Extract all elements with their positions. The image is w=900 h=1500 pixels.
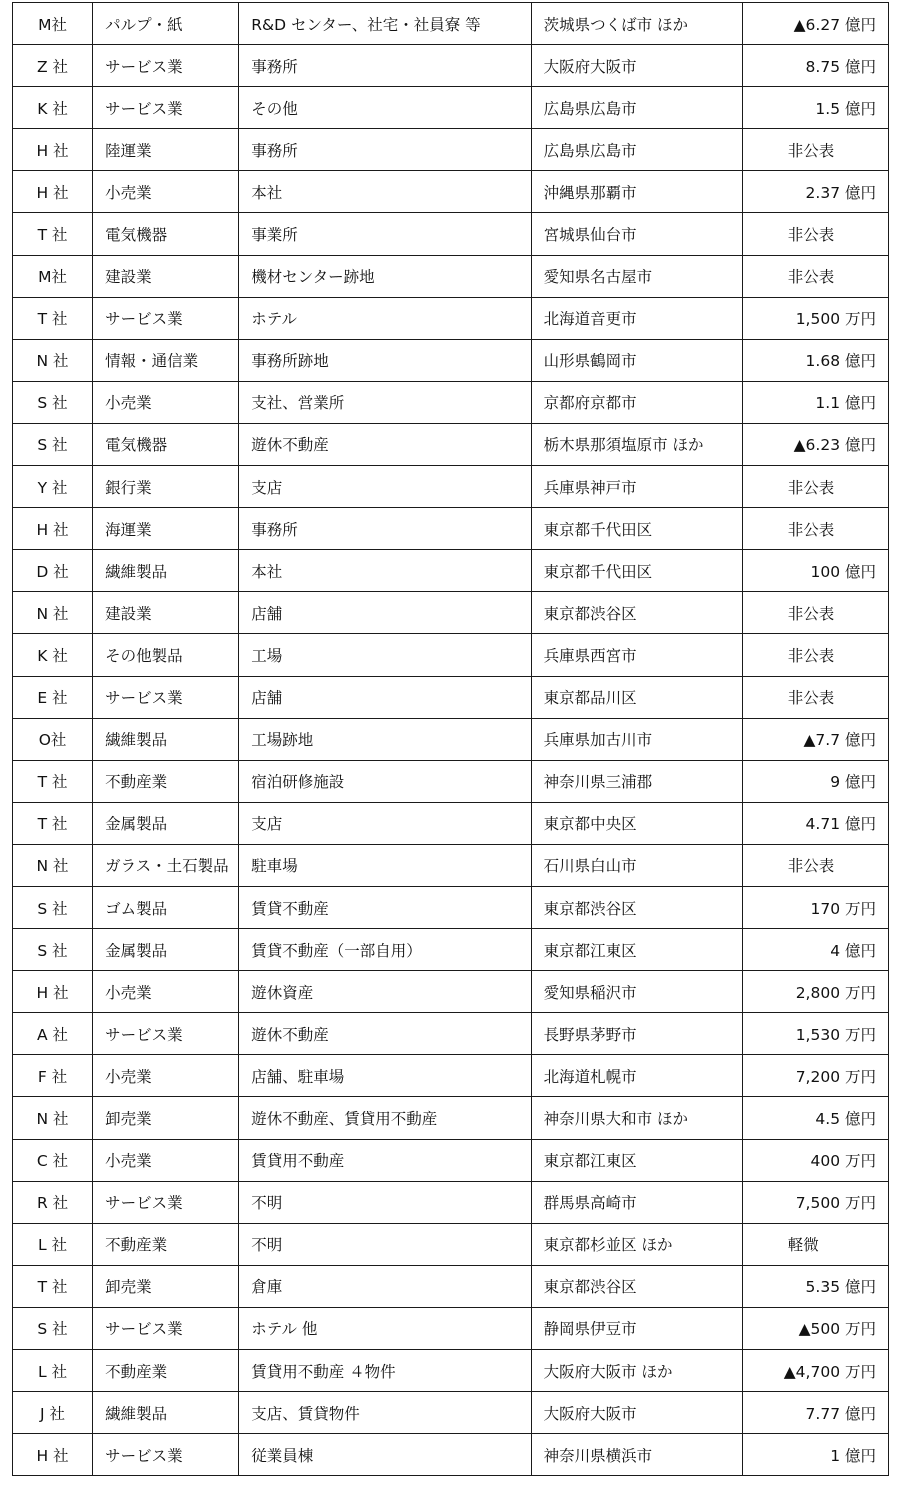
property-type-cell: 事務所 [239,129,531,171]
property-type-cell: その他 [239,87,531,129]
property-type-cell: ホテル 他 [239,1307,531,1349]
property-type-cell: 支店 [239,466,531,508]
property-type-cell: 賃貸用不動産 ４物件 [239,1350,531,1392]
company-cell: T 社 [13,760,93,802]
property-type-cell: 遊休不動産 [239,423,531,465]
company-cell: N 社 [13,1097,93,1139]
table-row [13,1392,889,1434]
property-type-cell: 遊休資産 [239,971,531,1013]
table-row [13,213,889,255]
industry-cell: 金属製品 [93,929,239,971]
company-cell: C 社 [13,1139,93,1181]
sale-gain-loss-cell: 4.71 億円 [742,802,888,844]
property-type-cell: 支社、営業所 [239,381,531,423]
property-type-cell: 遊休不動産 [239,1013,531,1055]
table-row [13,634,889,676]
sale-gain-loss-cell: 1,500 万円 [742,297,888,339]
sale-gain-loss-cell: 軽微 [742,1223,888,1265]
company-cell: F 社 [13,1055,93,1097]
property-type-cell: R&D センター、社宅・社員寮 等 [239,3,531,45]
table-row [13,1307,889,1349]
table-row [13,466,889,508]
table-row [13,87,889,129]
location-cell: 東京都渋谷区 [531,886,742,928]
company-cell: T 社 [13,1265,93,1307]
property-type-cell: 不明 [239,1181,531,1223]
table-row [13,1055,889,1097]
location-cell: 東京都千代田区 [531,508,742,550]
location-cell: 大阪府大阪市 ほか [531,1350,742,1392]
industry-cell: 建設業 [93,592,239,634]
property-type-cell: 店舗 [239,592,531,634]
location-cell: 京都府京都市 [531,381,742,423]
industry-cell: 陸運業 [93,129,239,171]
company-cell: O社 [13,718,93,760]
company-cell: N 社 [13,844,93,886]
industry-cell: サービス業 [93,297,239,339]
property-type-cell: 賃貸不動産 [239,886,531,928]
industry-cell: サービス業 [93,1434,239,1476]
industry-cell: 小売業 [93,1055,239,1097]
table-row [13,592,889,634]
company-cell: M社 [13,3,93,45]
location-cell: 宮城県仙台市 [531,213,742,255]
property-type-cell: 工場 [239,634,531,676]
property-type-cell: 事業所 [239,213,531,255]
sale-gain-loss-cell: ▲4,700 万円 [742,1350,888,1392]
sale-gain-loss-cell: 7,500 万円 [742,1181,888,1223]
sale-gain-loss-cell: 1.5 億円 [742,87,888,129]
table-row [13,3,889,45]
sale-gain-loss-cell: 170 万円 [742,886,888,928]
location-cell: 大阪府大阪市 [531,1392,742,1434]
industry-cell: 小売業 [93,1139,239,1181]
property-type-cell: 本社 [239,171,531,213]
table-row [13,1139,889,1181]
company-cell: T 社 [13,297,93,339]
industry-cell: 海運業 [93,508,239,550]
location-cell: 神奈川県三浦郡 [531,760,742,802]
property-type-cell: ホテル [239,297,531,339]
sale-gain-loss-cell: 2.37 億円 [742,171,888,213]
table-row [13,844,889,886]
company-cell: S 社 [13,886,93,928]
location-cell: 長野県茅野市 [531,1013,742,1055]
sale-gain-loss-cell: 1.68 億円 [742,339,888,381]
location-cell: 北海道札幌市 [531,1055,742,1097]
industry-cell: 電気機器 [93,213,239,255]
property-type-cell: 支店 [239,802,531,844]
property-type-cell: 支店、賃貸物件 [239,1392,531,1434]
company-cell: S 社 [13,381,93,423]
sale-gain-loss-cell: 非公表 [742,508,888,550]
sale-gain-loss-cell: 400 万円 [742,1139,888,1181]
industry-cell: サービス業 [93,1181,239,1223]
company-cell: H 社 [13,1434,93,1476]
property-type-cell: 機材センター跡地 [239,255,531,297]
location-cell: 東京都品川区 [531,676,742,718]
property-type-cell: 倉庫 [239,1265,531,1307]
table-row [13,255,889,297]
company-cell: S 社 [13,929,93,971]
company-cell: S 社 [13,423,93,465]
industry-cell: 繊維製品 [93,1392,239,1434]
table-row [13,929,889,971]
company-cell: Y 社 [13,466,93,508]
location-cell: 愛知県稲沢市 [531,971,742,1013]
company-cell: K 社 [13,87,93,129]
property-type-cell: 事務所 [239,508,531,550]
location-cell: 東京都杉並区 ほか [531,1223,742,1265]
company-cell: H 社 [13,971,93,1013]
table-row [13,1265,889,1307]
table-row [13,802,889,844]
property-type-cell: 不明 [239,1223,531,1265]
property-type-cell: 事務所跡地 [239,339,531,381]
table-row [13,297,889,339]
industry-cell: 情報・通信業 [93,339,239,381]
sale-gain-loss-cell: 8.75 億円 [742,45,888,87]
table-row [13,971,889,1013]
table-row [13,381,889,423]
sale-gain-loss-cell: 非公表 [742,844,888,886]
property-type-cell: 工場跡地 [239,718,531,760]
table-row [13,550,889,592]
sale-gain-loss-cell: 4.5 億円 [742,1097,888,1139]
sale-gain-loss-cell: ▲6.27 億円 [742,3,888,45]
company-cell: H 社 [13,508,93,550]
location-cell: 広島県広島市 [531,129,742,171]
sale-gain-loss-cell: 非公表 [742,676,888,718]
company-cell: T 社 [13,802,93,844]
sale-gain-loss-cell: ▲6.23 億円 [742,423,888,465]
industry-cell: 卸売業 [93,1097,239,1139]
industry-cell: サービス業 [93,45,239,87]
location-cell: 北海道音更市 [531,297,742,339]
sale-gain-loss-cell: 非公表 [742,592,888,634]
industry-cell: サービス業 [93,676,239,718]
location-cell: 広島県広島市 [531,87,742,129]
industry-cell: 小売業 [93,971,239,1013]
property-sales-table-container [12,2,889,1476]
industry-cell: 繊維製品 [93,550,239,592]
company-cell: T 社 [13,213,93,255]
industry-cell: 卸売業 [93,1265,239,1307]
sale-gain-loss-cell: ▲7.7 億円 [742,718,888,760]
location-cell: 沖縄県那覇市 [531,171,742,213]
company-cell: N 社 [13,339,93,381]
table-row [13,1223,889,1265]
location-cell: 東京都渋谷区 [531,592,742,634]
property-sales-table [12,2,889,1476]
table-row [13,718,889,760]
location-cell: 東京都江東区 [531,929,742,971]
table-row [13,508,889,550]
property-type-cell: 従業員棟 [239,1434,531,1476]
industry-cell: サービス業 [93,1013,239,1055]
sale-gain-loss-cell: 5.35 億円 [742,1265,888,1307]
location-cell: 神奈川県大和市 ほか [531,1097,742,1139]
table-row [13,1097,889,1139]
table-row [13,171,889,213]
industry-cell: 建設業 [93,255,239,297]
location-cell: 兵庫県神戸市 [531,466,742,508]
industry-cell: 不動産業 [93,1223,239,1265]
location-cell: 静岡県伊豆市 [531,1307,742,1349]
table-row [13,423,889,465]
sale-gain-loss-cell: 2,800 万円 [742,971,888,1013]
company-cell: N 社 [13,592,93,634]
table-row [13,760,889,802]
sale-gain-loss-cell: 1 億円 [742,1434,888,1476]
company-cell: E 社 [13,676,93,718]
table-row [13,339,889,381]
location-cell: 愛知県名古屋市 [531,255,742,297]
location-cell: 東京都渋谷区 [531,1265,742,1307]
company-cell: L 社 [13,1350,93,1392]
location-cell: 兵庫県西宮市 [531,634,742,676]
industry-cell: 金属製品 [93,802,239,844]
industry-cell: ガラス・土石製品 [93,844,239,886]
table-row [13,1181,889,1223]
location-cell: 大阪府大阪市 [531,45,742,87]
table-row [13,45,889,87]
industry-cell: サービス業 [93,1307,239,1349]
property-type-cell: 賃貸用不動産 [239,1139,531,1181]
location-cell: 神奈川県横浜市 [531,1434,742,1476]
table-row [13,886,889,928]
property-type-cell: 賃貸不動産（一部自用） [239,929,531,971]
company-cell: D 社 [13,550,93,592]
table-row [13,1013,889,1055]
industry-cell: 電気機器 [93,423,239,465]
industry-cell: パルプ・紙 [93,3,239,45]
company-cell: S 社 [13,1307,93,1349]
location-cell: 東京都中央区 [531,802,742,844]
table-row [13,129,889,171]
location-cell: 東京都江東区 [531,1139,742,1181]
location-cell: 群馬県高崎市 [531,1181,742,1223]
company-cell: M社 [13,255,93,297]
company-cell: H 社 [13,171,93,213]
sale-gain-loss-cell: 1,530 万円 [742,1013,888,1055]
industry-cell: 小売業 [93,171,239,213]
industry-cell: ゴム製品 [93,886,239,928]
sale-gain-loss-cell: 4 億円 [742,929,888,971]
sale-gain-loss-cell: 7,200 万円 [742,1055,888,1097]
company-cell: Z 社 [13,45,93,87]
location-cell: 栃木県那須塩原市 ほか [531,423,742,465]
property-type-cell: 宿泊研修施設 [239,760,531,802]
industry-cell: その他製品 [93,634,239,676]
sale-gain-loss-cell: 7.77 億円 [742,1392,888,1434]
sale-gain-loss-cell: 非公表 [742,129,888,171]
location-cell: 兵庫県加古川市 [531,718,742,760]
company-cell: J 社 [13,1392,93,1434]
property-type-cell: 店舗 [239,676,531,718]
table-body [13,3,889,1476]
industry-cell: 不動産業 [93,1350,239,1392]
sale-gain-loss-cell: ▲500 万円 [742,1307,888,1349]
sale-gain-loss-cell: 100 億円 [742,550,888,592]
sale-gain-loss-cell: 9 億円 [742,760,888,802]
company-cell: R 社 [13,1181,93,1223]
industry-cell: 繊維製品 [93,718,239,760]
sale-gain-loss-cell: 非公表 [742,255,888,297]
company-cell: H 社 [13,129,93,171]
company-cell: A 社 [13,1013,93,1055]
industry-cell: 銀行業 [93,466,239,508]
industry-cell: 不動産業 [93,760,239,802]
property-type-cell: 駐車場 [239,844,531,886]
table-row [13,1350,889,1392]
location-cell: 石川県白山市 [531,844,742,886]
industry-cell: 小売業 [93,381,239,423]
property-type-cell: 事務所 [239,45,531,87]
property-type-cell: 本社 [239,550,531,592]
table-row [13,676,889,718]
sale-gain-loss-cell: 非公表 [742,213,888,255]
industry-cell: サービス業 [93,87,239,129]
sale-gain-loss-cell: 非公表 [742,466,888,508]
company-cell: L 社 [13,1223,93,1265]
location-cell: 山形県鶴岡市 [531,339,742,381]
property-type-cell: 遊休不動産、賃貸用不動産 [239,1097,531,1139]
company-cell: K 社 [13,634,93,676]
property-type-cell: 店舗、駐車場 [239,1055,531,1097]
sale-gain-loss-cell: 1.1 億円 [742,381,888,423]
sale-gain-loss-cell: 非公表 [742,634,888,676]
location-cell: 東京都千代田区 [531,550,742,592]
table-row [13,1434,889,1476]
location-cell: 茨城県つくば市 ほか [531,3,742,45]
